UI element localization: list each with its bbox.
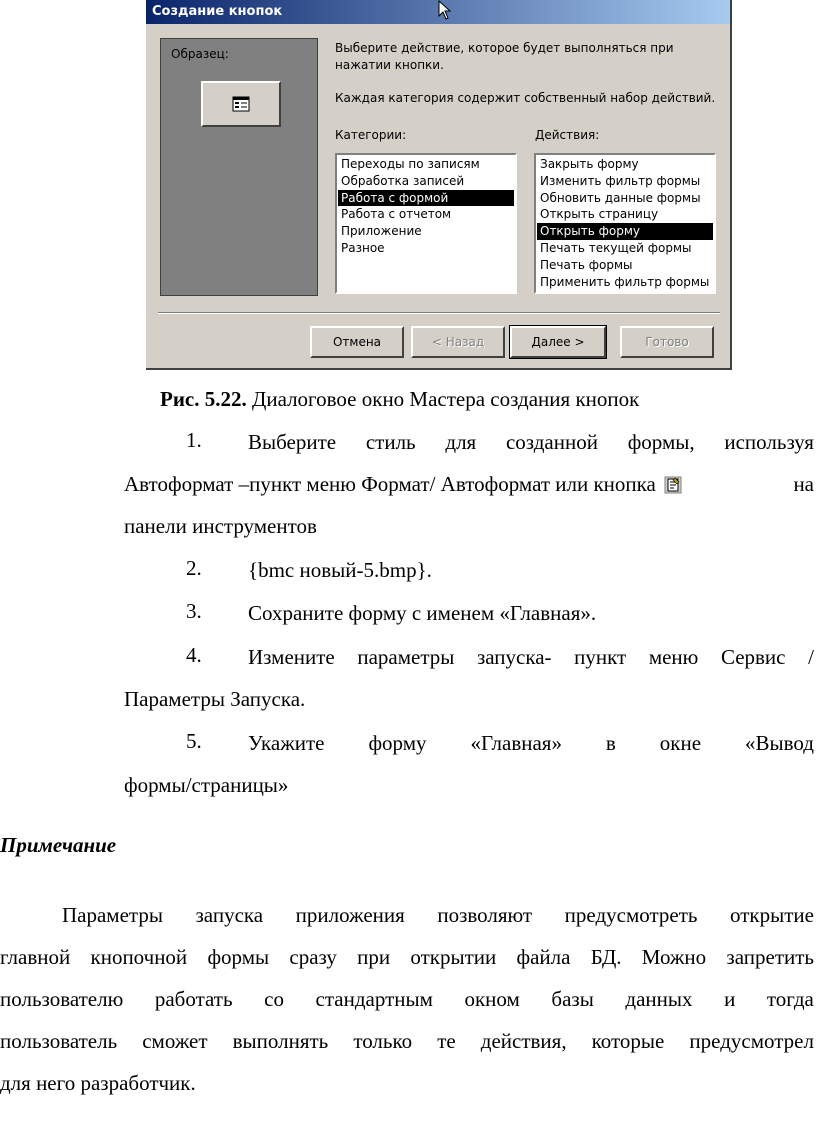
step-3-text: Сохраните форму с именем «Главная». xyxy=(248,601,597,625)
action-item[interactable]: Печать текущей формы xyxy=(540,240,692,255)
sample-panel xyxy=(160,38,318,296)
step-5-number: 5. xyxy=(186,729,202,753)
instruction-text: Выберите действие, которое будет выполняться при нажатии кнопки. xyxy=(335,41,674,72)
figure-number: Рис. 5.22. xyxy=(160,387,247,411)
category-item[interactable]: Работа с отчетом xyxy=(341,207,452,222)
step-5-line-2: формы/страницы» xyxy=(124,773,289,797)
button-wizard-dialog xyxy=(146,0,732,370)
step-2-number: 2. xyxy=(186,556,202,580)
action-item[interactable]: Применить фильтр формы xyxy=(540,274,710,289)
category-item[interactable]: Приложение xyxy=(341,224,422,239)
category-item[interactable]: Переходы по записям xyxy=(341,157,480,171)
action-item[interactable]: Открыть страницу xyxy=(540,207,659,222)
step-4-line-1: Измените параметры запуска- пункт меню Сервис / xyxy=(248,645,814,669)
dialog-title: Создание кнопок xyxy=(146,0,730,24)
note-line-1: Параметры запуска приложения позволяют предусмотреть открытие xyxy=(62,903,814,927)
category-item[interactable]: Обработка записей xyxy=(341,173,465,188)
action-item[interactable]: Закрыть форму xyxy=(540,157,639,171)
sample-label: Образец: xyxy=(171,47,229,61)
note-line-3: пользователю работать со стандартным окном базы данных и тогда xyxy=(0,987,814,1011)
note-line-2: главной кнопочной формы сразу при открытии файла БД. Можно запретить xyxy=(0,945,814,969)
step-2-text: {bmc новый-5.bmp}. xyxy=(248,558,432,582)
note-line-5: для него разработчик. xyxy=(0,1071,196,1095)
actions-listbox[interactable] xyxy=(534,153,716,294)
figure-caption-text: Диалоговое окно Мастера создания кнопок xyxy=(246,387,640,411)
back-button[interactable]: < Назад xyxy=(411,326,505,358)
form-icon xyxy=(232,96,250,112)
cancel-button[interactable]: Отмена xyxy=(310,326,404,358)
figure-caption xyxy=(160,387,639,412)
autoformat-icon xyxy=(664,476,682,494)
step-4-line-2: Параметры Запуска. xyxy=(124,687,306,711)
action-item[interactable]: Обновить данные формы xyxy=(540,190,701,205)
step-1-number: 1. xyxy=(186,428,202,452)
finish-button[interactable]: Готово xyxy=(620,326,714,358)
next-button[interactable]: Далее > xyxy=(510,326,606,358)
sample-button-preview xyxy=(201,81,281,127)
step-4-number: 4. xyxy=(186,643,202,667)
note-heading: Примечание xyxy=(0,833,117,857)
instruction-text-2: Каждая категория содержит собственный набор действий. xyxy=(335,91,716,105)
step-1-line-2: Автоформат –пункт меню Формат/ Автоформат или кнопка на xyxy=(124,472,814,496)
step-1-line-3: панели инструментов xyxy=(124,514,317,538)
button-divider xyxy=(158,312,720,314)
step-5-line-1: Укажите форму «Главная» в окне «Вывод xyxy=(248,731,814,755)
note-line-4: пользователь сможет выполнять только те действия, которые предусмотрел xyxy=(0,1029,814,1053)
mouse-cursor-icon xyxy=(438,0,454,20)
step-3-number: 3. xyxy=(186,599,202,623)
action-item[interactable]: Печать формы xyxy=(540,257,633,272)
category-item-selected[interactable]: Работа с формой xyxy=(338,190,514,207)
categories-label: Категории: xyxy=(335,128,407,142)
action-item-selected[interactable]: Открыть форму xyxy=(537,223,713,240)
step-1-line-1: Выберите стиль для созданной формы, используя xyxy=(248,430,814,454)
actions-label: Действия: xyxy=(535,128,600,142)
categories-listbox[interactable] xyxy=(335,153,517,294)
category-item[interactable]: Разное xyxy=(341,240,385,255)
action-item[interactable]: Изменить фильтр формы xyxy=(540,173,701,188)
